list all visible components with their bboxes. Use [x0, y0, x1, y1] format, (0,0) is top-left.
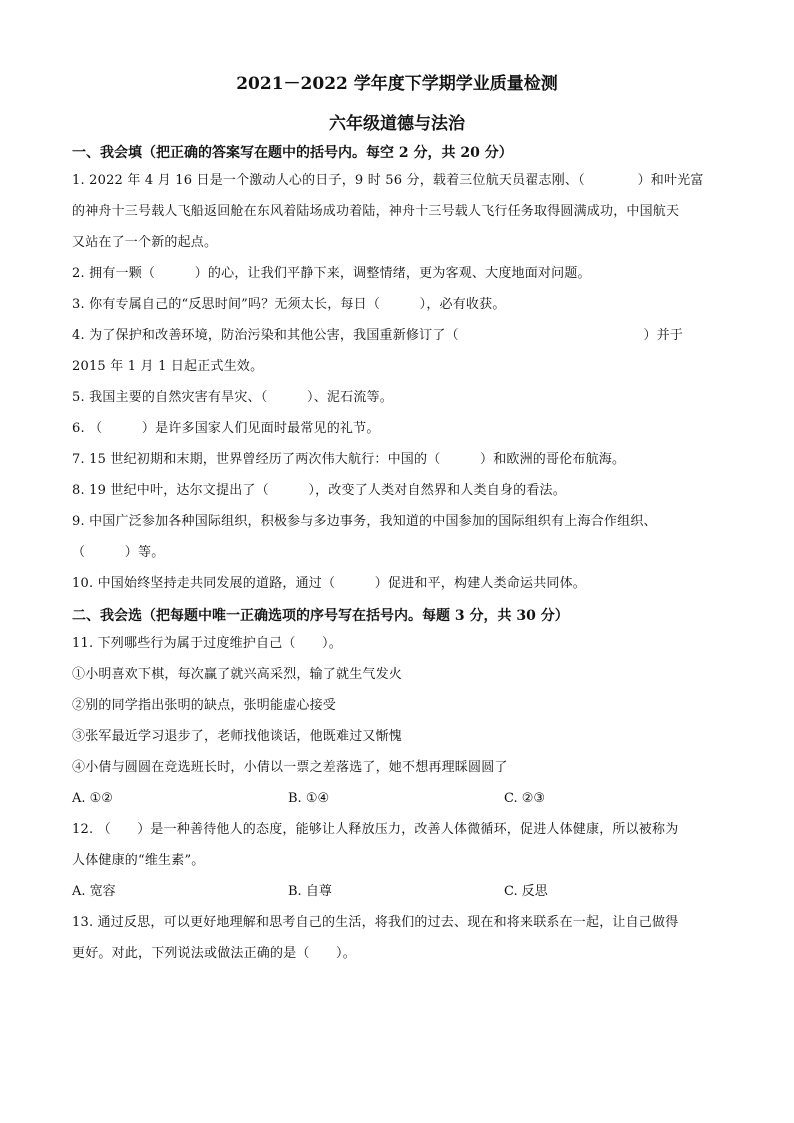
- question-12-line-2: 人体健康的“维生素”。: [72, 853, 205, 868]
- question-9-line-2: （ ）等。: [72, 545, 165, 560]
- question-9-line-1: 9. 中国广泛参加各种国际组织，积极参与多边事务，我知道的中国参加的国际组织有上海合作组织、: [72, 514, 657, 529]
- question-8: 8. 19 世纪中叶，达尔文提出了（ ），改变了人类对自然界和人类自身的看法。: [72, 483, 566, 498]
- question-1-line-2: 的神舟十三号载人飞船返回舱在东风着陆场成功着陆，神舟十三号载人飞行任务取得圆满成功，中国航天: [72, 204, 680, 219]
- question-11-options: [72, 783, 722, 814]
- question-13-line-2: 更好。对此，下列说法或做法正确的是（ ）。: [72, 946, 356, 961]
- question-12-options: [72, 876, 722, 907]
- question-1-line-3: 又站在了一个新的起点。: [72, 235, 218, 250]
- question-7: 7. 15 世纪初期和末期，世界曾经历了两次伟大航行：中国的（ ）和欧洲的哥伦布航海。: [72, 452, 626, 467]
- question-6: 6. （ ）是许多国家人们见面时最常见的礼节。: [72, 421, 380, 436]
- question-2: 2. 拥有一颗（ ）的心，让我们平静下来，调整情绪，更为客观、大度地面对问题。: [72, 266, 591, 281]
- exam-title: 2021－2022 学年度下学期学业质量检测: [236, 74, 558, 94]
- option-c: C. ②③: [504, 791, 546, 806]
- question-11-statement-1: ①小明喜欢下棋，每次赢了就兴高采烈，输了就生气发火: [72, 667, 403, 682]
- exam-subtitle: 六年级道德与法治: [329, 114, 465, 134]
- question-11: 11. 下列哪些行为属于过度维护自己（ ）。: [72, 636, 342, 651]
- option-c: C. 反思: [504, 884, 548, 899]
- section-multiple-choice-heading: 二、我会选（把每题中唯一正确选项的序号写在括号内。每题 3 分，共 30 分）: [72, 608, 569, 624]
- question-11-statement-3: ③张军最近学习退步了，老师找他谈话，他既难过又惭愧: [72, 729, 403, 744]
- question-1-line-1: 1. 2022 年 4 月 16 日是一个激动人心的日子，9 时 56 分，载着三位航天员翟志刚、（ ）和叶光富: [72, 173, 704, 188]
- question-12-line-1: 12. （ ）是一种善待他人的态度，能够让人释放压力，改善人体微循环，促进人体健康，所以被称为: [72, 822, 679, 837]
- option-a: A. ①②: [72, 791, 113, 806]
- question-3: 3. 你有专属自己的“反思时间”吗？无须太长，每日（ ），必有收获。: [72, 297, 506, 312]
- option-b: B. 自尊: [288, 884, 332, 899]
- question-4-line-2: 2015 年 1 月 1 日起正式生效。: [72, 359, 264, 374]
- question-11-statement-4: ④小倩与圆圆在竞选班长时，小倩以一票之差落选了，她不想再理睬圆圆了: [72, 760, 508, 775]
- option-a: A. 宽容: [72, 884, 116, 899]
- exam-page: [72, 68, 722, 969]
- section-fill-blank-heading: 一、我会填（把正确的答案写在题中的括号内。每空 2 分，共 20 分）: [72, 145, 513, 161]
- question-4-line-1: 4. 为了保护和改善环境，防治污染和其他公害，我国重新修订了（ ）并于: [72, 328, 684, 343]
- question-13-line-1: 13. 通过反思，可以更好地理解和思考自己的生活，将我们的过去、现在和将来联系在一起，让自己做得: [72, 915, 679, 930]
- question-10: 10. 中国始终坚持走共同发展的道路，通过（ ）促进和平，构建人类命运共同体。: [72, 576, 587, 591]
- option-b: B. ①④: [288, 791, 330, 806]
- question-11-statement-2: ②别的同学指出张明的缺点，张明能虚心接受: [72, 698, 337, 713]
- question-5: 5. 我国主要的自然灾害有旱灾、（ ）、泥石流等。: [72, 390, 393, 405]
